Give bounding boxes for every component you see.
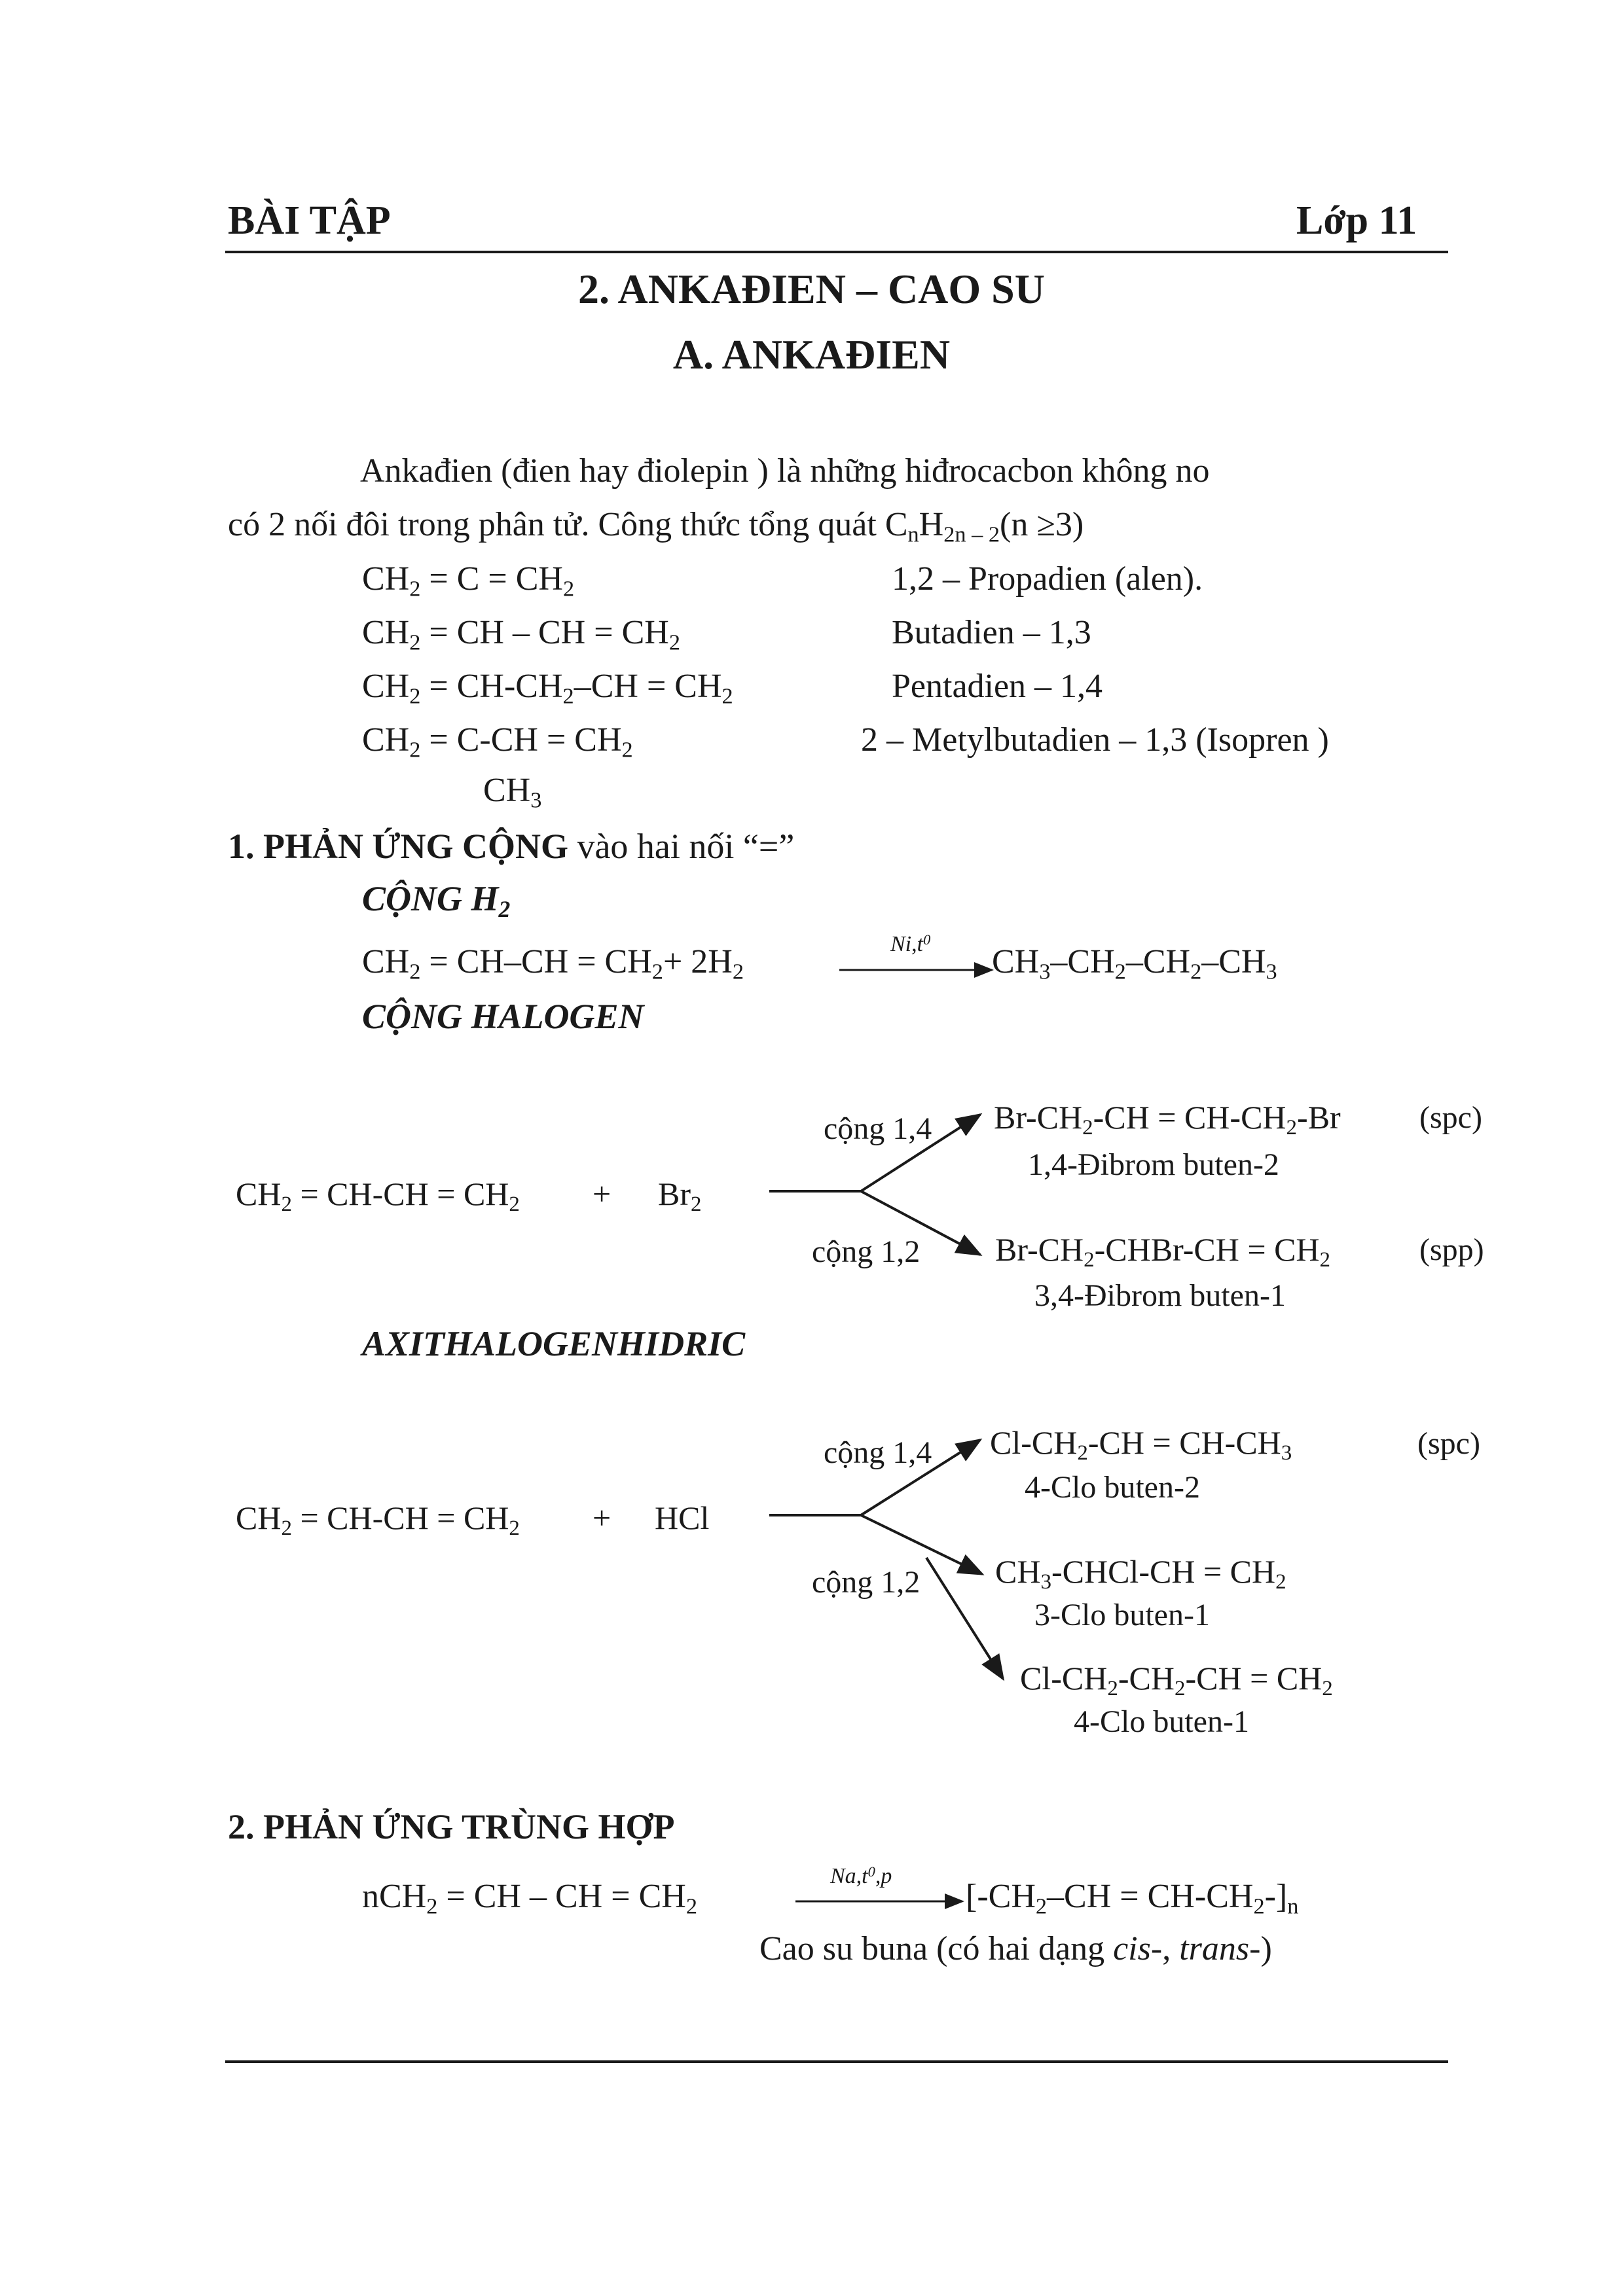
hcl-plus: + [593, 1499, 611, 1536]
sub-title: A. ANKAĐIEN [672, 331, 951, 378]
hydrogenation-product: $CH_3-CH_2-CH_2-CH_3$ [992, 943, 1277, 984]
hcl-product-12a-name: 3-Clo buten-1 [1034, 1598, 1210, 1632]
intro-line-1: Ankađien (đien hay điolepin ) là những hiđrocacbon không no [360, 452, 1210, 490]
br-product-12-name: 3,4-Đibrom buten-1 [1034, 1278, 1286, 1313]
formula-h: H [919, 506, 944, 543]
hcl-reactant: $CH_2 = CH-CH = CH_2$ [236, 1499, 520, 1541]
header-left: BÀI TẬP [228, 198, 391, 243]
br-reactant: $CH_2 = CH-CH = CH_2$ [236, 1175, 520, 1217]
hcl-reagent: HCl [655, 1499, 710, 1536]
hcl-product-12a: $CH_3-CHCl-CH = CH_2$ [995, 1553, 1286, 1594]
formula-condition: (n ≥3) [1000, 506, 1084, 543]
spc-label-1: (spc) [1419, 1100, 1482, 1135]
formula-sub-2n-2: 2n – 2 [943, 522, 1000, 547]
formula-sub-n: n [907, 522, 919, 547]
hcl-product-12b: $Cl-CH_2-CH_2-CH = CH_2$ [1020, 1660, 1333, 1701]
br-cong-12-label: cộng 1,2 [812, 1234, 921, 1269]
hcl-product-14: $Cl-CH_2-CH = CH-CH_3$ [990, 1424, 1292, 1465]
br-arrow-14 [861, 1115, 980, 1191]
compound-4-name: 2 – Metylbutadien – 1,3 (Isopren ) [861, 721, 1329, 759]
spp-label: (spp) [1419, 1232, 1484, 1267]
compound-3-formula: $CH_2 = CH-CH_2-CH = CH_2$ [362, 668, 733, 709]
main-title: 2. ANKAĐIEN – CAO SU [578, 266, 1045, 312]
section-1-heading: 1. PHẢN ỨNG CỘNG vào hai nối “=” [228, 827, 795, 866]
polymer-product: $[-CH_2-CH = CH-CH_2-]_n$ [966, 1878, 1299, 1919]
compound-4-formula: $CH_2 = C-CH = CH_2$ [362, 721, 633, 762]
polymer-caption: Cao su buna (có hai dạng cis-, trans-) [759, 1930, 1272, 1967]
hcl-arrow-12b [926, 1558, 1003, 1679]
section-2-heading: 2. PHẢN ỨNG TRÙNG HỢP [228, 1807, 675, 1846]
br-arrow-12 [861, 1191, 980, 1255]
compound-1-formula: $CH_2 = C = CH_2$ [362, 560, 575, 601]
cong-halogen-heading: CỘNG HALOGEN [362, 997, 644, 1036]
hcl-product-12b-name: 4-Clo buten-1 [1074, 1704, 1249, 1739]
br-cong-14-label: cộng 1,4 [824, 1111, 932, 1146]
br-product-14: $Br-CH_2-CH = CH-CH_2-Br$ [994, 1099, 1341, 1140]
spc-label-2: (spc) [1417, 1426, 1480, 1461]
hcl-arrow-12a [861, 1515, 982, 1574]
compound-4-methyl: $CH_3$ [483, 772, 542, 813]
polymer-reactant: nCH$_2$ = CH – CH = $CH_2$ [362, 1878, 697, 1919]
compound-2-name: Butadien – 1,3 [892, 614, 1091, 651]
hcl-cong-14-label: cộng 1,4 [824, 1435, 932, 1470]
header-right: Lớp 11 [1296, 198, 1417, 243]
intro-line-2-text: có 2 nối đôi trong phân tử. Công thức tổng quát C [228, 506, 908, 543]
compound-2-formula: $CH_2$ = CH – CH = $CH_2$ [362, 614, 680, 655]
br2-reagent: $Br_2$ [658, 1175, 702, 1217]
na-condition: $Na,t^0,p$ [830, 1863, 892, 1888]
br-product-14-name: 1,4-Đibrom buten-2 [1028, 1147, 1279, 1182]
br-product-12: $Br-CH_2-CHBr-CH = CH_2$ [995, 1231, 1331, 1272]
hcl-cong-12-label: cộng 1,2 [812, 1565, 921, 1600]
hcl-arrow-14 [861, 1440, 980, 1515]
hydrogenation-reactant: $CH_2 = CH-CH = CH_2+ 2H_2$ [362, 943, 744, 984]
br-plus: + [593, 1175, 611, 1212]
ni-condition: $Ni,t^0$ [890, 931, 931, 956]
compound-1-name: 1,2 – Propadien (alen). [892, 560, 1203, 598]
hcl-product-14-name: 4-Clo buten-2 [1025, 1470, 1200, 1505]
cong-h2-heading: CỘNG $H_2$ [362, 879, 511, 922]
axit-heading: AXITHALOGENHIDRIC [362, 1324, 746, 1363]
compound-3-name: Pentadien – 1,4 [892, 668, 1103, 705]
